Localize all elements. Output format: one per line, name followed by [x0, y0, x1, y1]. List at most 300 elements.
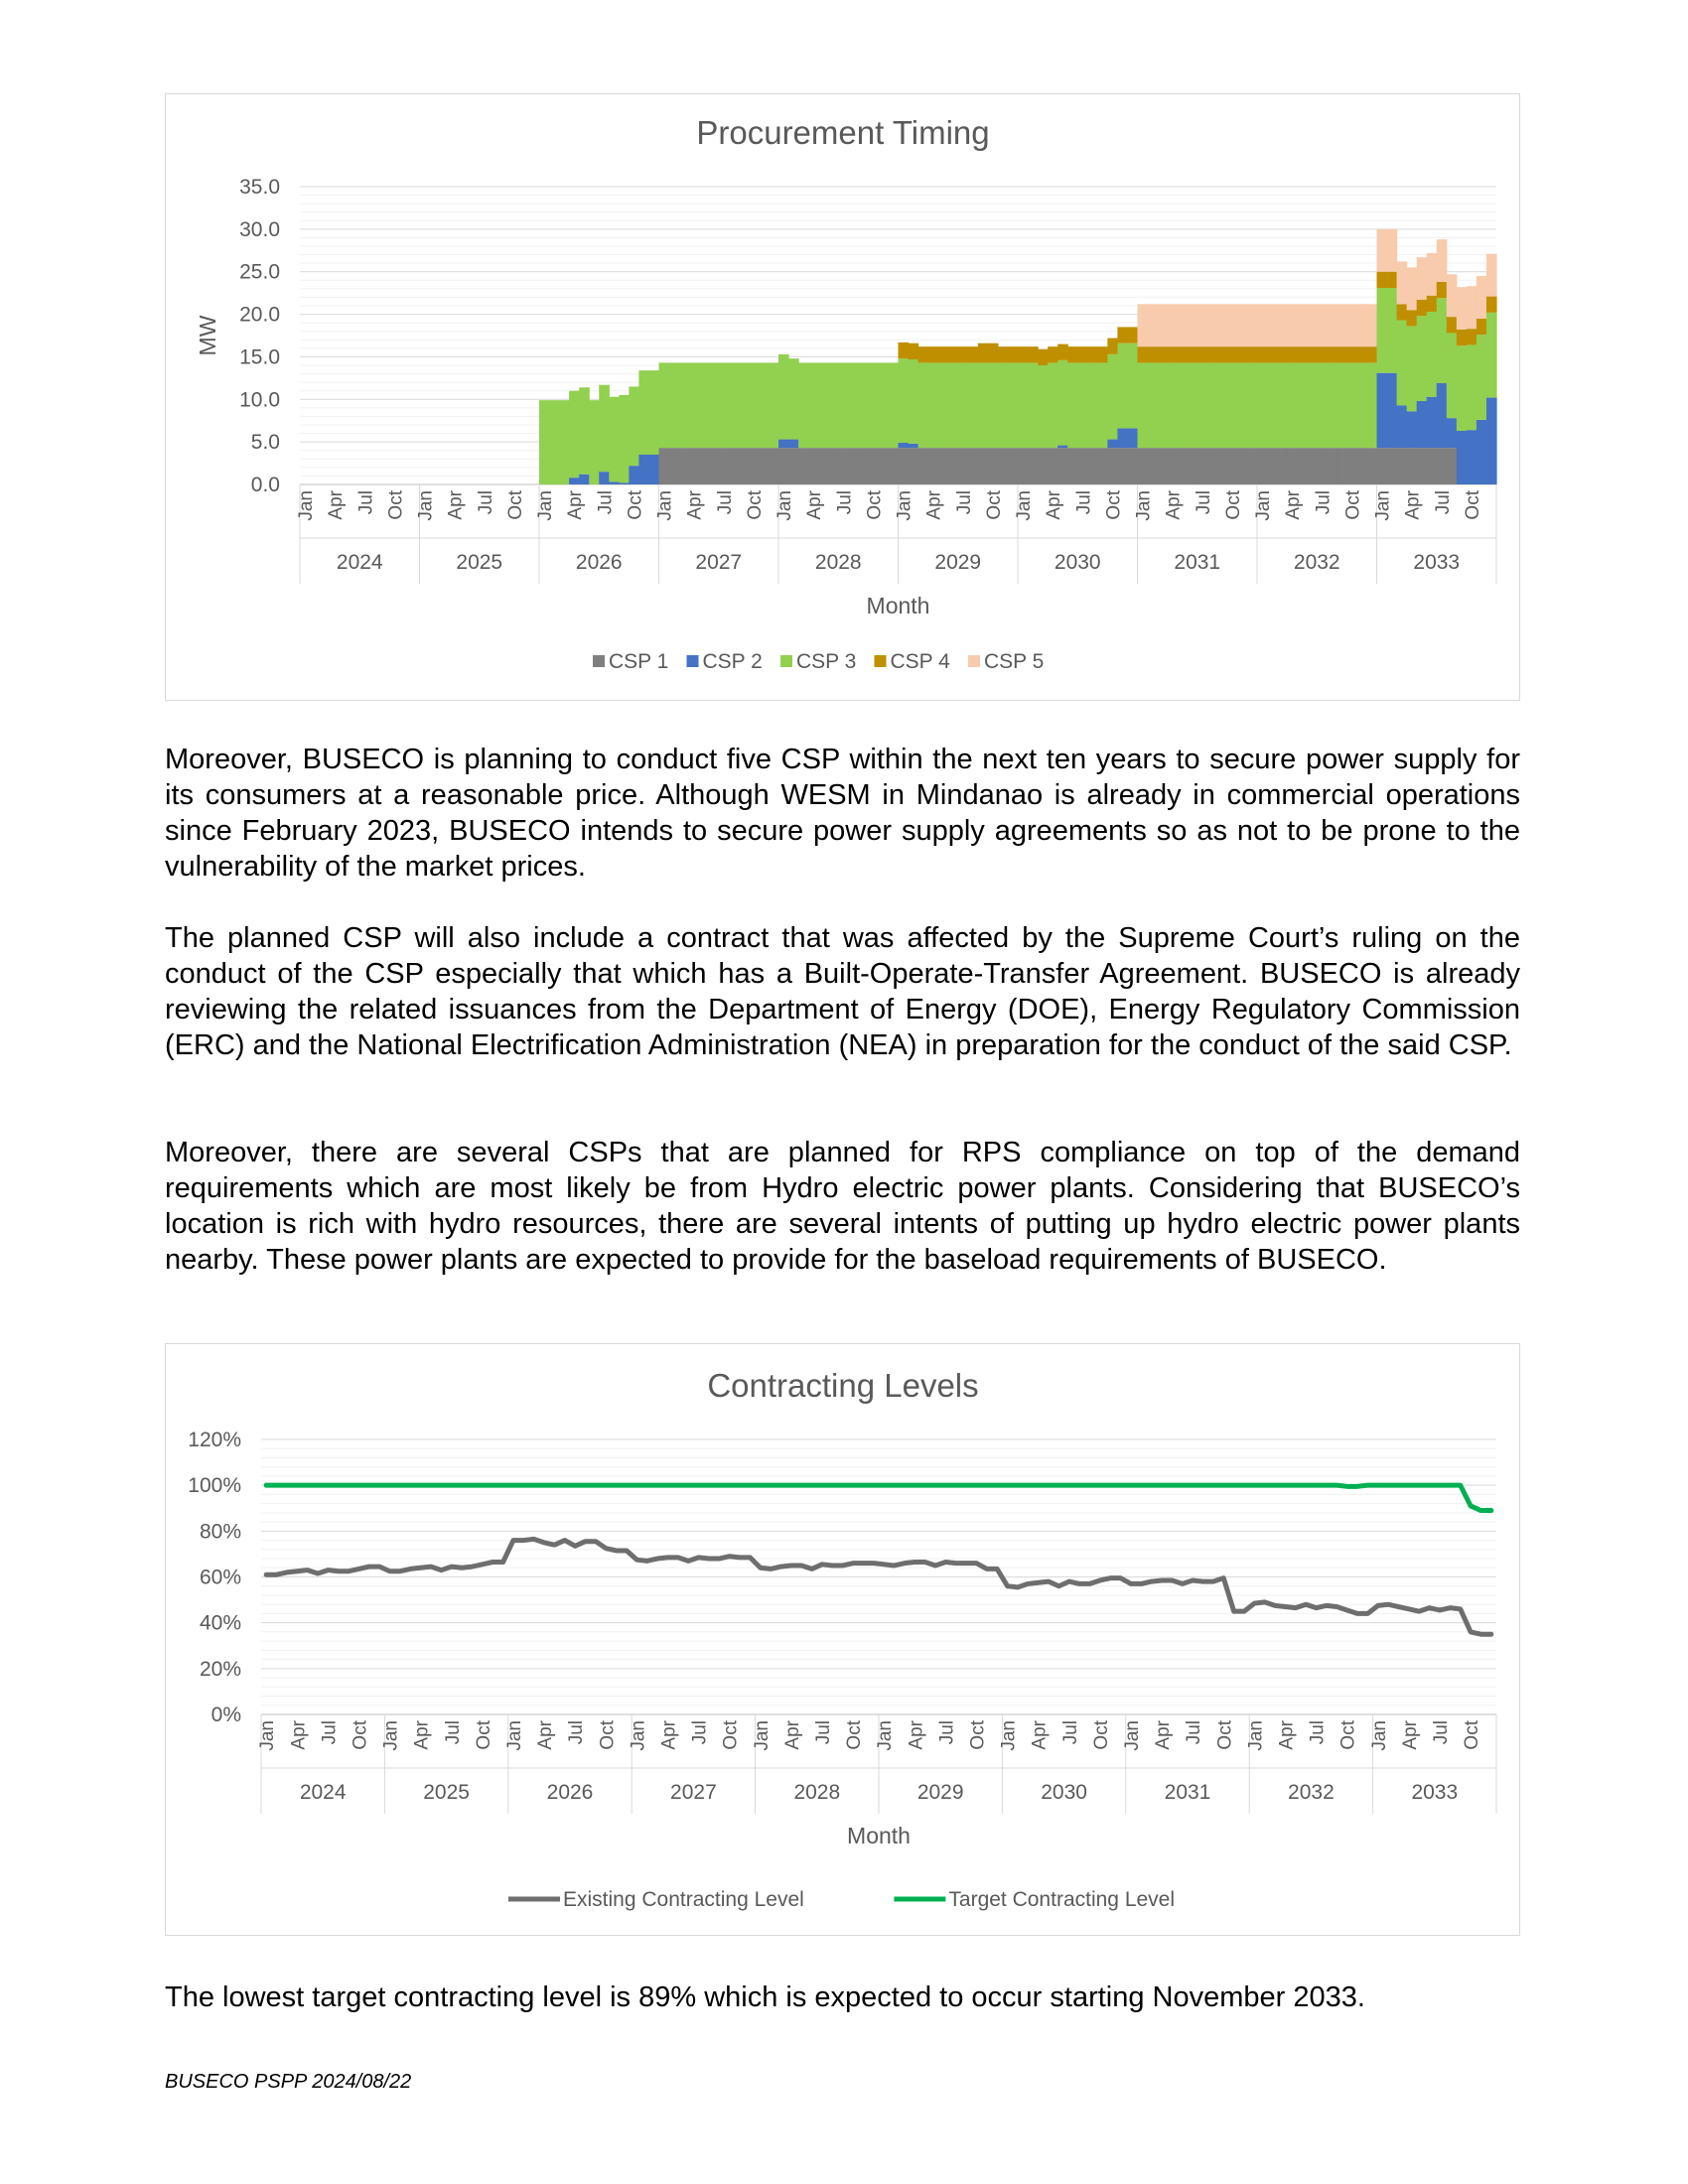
bar-segment-csp-4: [1188, 346, 1198, 362]
bar-segment-csp-4: [1168, 346, 1179, 362]
bar-segment-csp-4: [1217, 346, 1228, 362]
bar-segment-csp-5: [1427, 253, 1438, 296]
x-axis-title: Month: [847, 1823, 911, 1848]
bar-segment-csp-5: [1397, 261, 1408, 304]
contracting-levels-svg: [166, 1344, 1521, 1937]
bar-segment-csp-1: [868, 448, 879, 484]
bar-segment-csp-4: [928, 346, 939, 362]
bar-segment-csp-1: [709, 448, 720, 484]
year-label: 2033: [1411, 1781, 1459, 1804]
month-tick-label: Apr: [906, 1720, 927, 1750]
bar-segment-csp-5: [1477, 276, 1487, 319]
year-label: 2024: [336, 551, 383, 574]
bar-segment-csp-1: [988, 448, 999, 484]
bar-segment-csp-4: [1038, 349, 1049, 365]
year-label: 2028: [793, 1781, 841, 1804]
bar-segment-csp-2: [1057, 446, 1068, 449]
bar-segment-csp-2: [629, 466, 639, 484]
bar-segment-csp-3: [1297, 362, 1308, 448]
bar-segment-csp-5: [1467, 286, 1477, 329]
bar-segment-csp-1: [1158, 448, 1169, 484]
bar-segment-csp-1: [1346, 448, 1357, 484]
year-label: 2025: [423, 1781, 470, 1804]
bar-segment-csp-1: [838, 448, 849, 484]
bar-segment-csp-4: [1427, 296, 1438, 312]
bar-segment-csp-4: [1207, 346, 1218, 362]
bar-segment-csp-1: [1377, 448, 1388, 484]
bar-segment-csp-4: [1356, 346, 1367, 362]
month-tick-label: Jul: [1432, 490, 1454, 515]
bar-segment-csp-2: [1127, 428, 1138, 448]
year-label: 2030: [1041, 1781, 1087, 1804]
bar-segment-csp-1: [1366, 448, 1377, 484]
bar-segment-csp-5: [1138, 304, 1149, 346]
month-tick-label: Jul: [1313, 490, 1335, 515]
month-tick-label: Jan: [894, 490, 915, 521]
chart-title: Procurement Timing: [696, 114, 990, 151]
bar-segment-csp-3: [938, 362, 949, 448]
y-tick-label: 100%: [188, 1474, 241, 1498]
bar-segment-csp-3: [1486, 313, 1497, 398]
bar-segment-csp-1: [659, 448, 670, 484]
bar-segment-csp-1: [968, 448, 979, 484]
bar-segment-csp-4: [1307, 346, 1318, 362]
paragraph-lowest-target: The lowest target contracting level is 89% which is expected to occur starting November 2033.: [165, 1981, 1365, 2013]
bar-segment-csp-3: [828, 362, 839, 448]
month-tick-label: Apr: [1029, 1720, 1051, 1750]
bar-segment-csp-5: [1407, 267, 1418, 310]
month-tick-label: Jan: [535, 490, 557, 521]
bar-segment-csp-3: [1188, 362, 1198, 448]
bar-segment-csp-4: [938, 346, 949, 362]
bar-segment-csp-3: [1437, 298, 1448, 383]
bar-segment-csp-1: [878, 448, 889, 484]
bar-segment-csp-4: [1178, 346, 1189, 362]
bar-segment-csp-2: [638, 455, 649, 484]
bar-segment-csp-5: [1327, 304, 1337, 346]
month-tick-label: Apr: [923, 490, 945, 520]
bar-segment-csp-1: [1257, 448, 1268, 484]
bar-segment-csp-4: [1077, 346, 1088, 362]
bar-segment-csp-4: [1148, 346, 1159, 362]
bar-segment-csp-2: [778, 440, 789, 449]
month-tick-label: Apr: [1153, 1720, 1175, 1750]
bar-segment-csp-3: [1277, 362, 1288, 448]
month-tick-label: Jan: [654, 490, 676, 521]
bar-segment-csp-1: [719, 448, 730, 484]
bar-segment-csp-1: [1107, 448, 1118, 484]
month-tick-label: Jan: [1372, 490, 1394, 521]
month-tick-label: Apr: [684, 490, 706, 520]
bar-segment-csp-5: [1317, 304, 1328, 346]
bar-segment-csp-5: [1377, 229, 1388, 272]
x-axis-title: Month: [866, 593, 930, 618]
bar-segment-csp-4: [1336, 346, 1347, 362]
month-tick-label: Oct: [720, 1720, 742, 1750]
bar-segment-csp-4: [1227, 346, 1238, 362]
month-tick-label: Oct: [1462, 490, 1483, 520]
y-tick-label: 10.0: [239, 388, 280, 412]
bar-segment-csp-4: [968, 346, 979, 362]
bar-segment-csp-1: [1148, 448, 1159, 484]
bar-segment-csp-1: [1097, 448, 1108, 484]
bar-segment-csp-1: [1237, 448, 1248, 484]
bar-segment-csp-3: [1168, 362, 1179, 448]
month-tick-label: Oct: [350, 1720, 371, 1750]
series-line-target-contracting-level: [266, 1485, 1491, 1510]
bar-segment-csp-4: [1087, 346, 1098, 362]
bar-segment-csp-2: [1377, 373, 1388, 448]
bar-segment-csp-3: [1307, 362, 1318, 448]
month-tick-label: Apr: [535, 1720, 557, 1750]
legend-label: CSP 2: [702, 650, 763, 673]
bar-segment-csp-4: [1317, 346, 1328, 362]
bar-segment-csp-1: [1138, 448, 1149, 484]
month-tick-label: Jan: [1253, 490, 1275, 521]
month-tick-label: Oct: [1103, 490, 1125, 520]
bar-segment-csp-1: [1168, 448, 1179, 484]
bar-segment-csp-5: [1237, 304, 1248, 346]
month-tick-label: Oct: [1214, 1720, 1236, 1750]
bar-segment-csp-3: [1127, 343, 1138, 429]
bar-segment-csp-1: [1217, 448, 1228, 484]
bar-segment-csp-1: [729, 448, 740, 484]
month-tick-label: Jul: [1307, 1720, 1329, 1745]
bar-segment-csp-4: [948, 346, 959, 362]
month-tick-label: Jul: [566, 1720, 588, 1745]
paragraph-supreme-court-ruling: The planned CSP will also include a contract that was affected by the Supreme Court’s ruling on the conduct of the CSP especially that which has a Built-Operate-Transfer Agreement. BUSECO is already reviewing the related issuances from the Department of Energy (DOE), Energy Regulatory Commission (ERC) and the National Electrification Administration (NEA) in preparation for the conduct of the said CSP.: [165, 922, 1520, 1061]
month-tick-label: Oct: [473, 1720, 494, 1750]
bar-segment-csp-2: [1117, 428, 1128, 448]
bar-segment-csp-1: [669, 448, 680, 484]
bar-segment-csp-4: [1008, 346, 1019, 362]
bar-segment-csp-3: [1008, 362, 1019, 448]
bar-segment-csp-1: [788, 448, 799, 484]
month-tick-label: Oct: [625, 490, 646, 520]
bar-segment-csp-1: [1277, 448, 1288, 484]
month-tick-label: Jul: [1193, 490, 1214, 515]
bar-segment-csp-1: [1407, 448, 1418, 484]
bar-segment-csp-3: [1077, 362, 1088, 448]
month-tick-label: Jul: [1059, 1720, 1081, 1745]
bar-segment-csp-4: [1117, 327, 1128, 342]
bar-segment-csp-1: [1437, 448, 1448, 484]
bar-segment-csp-3: [638, 370, 649, 455]
bar-segment-csp-3: [909, 359, 919, 444]
bar-segment-csp-3: [609, 397, 620, 482]
bar-segment-csp-3: [648, 370, 659, 455]
bar-segment-csp-3: [1117, 343, 1128, 429]
bar-segment-csp-5: [1257, 304, 1268, 346]
bar-segment-csp-1: [769, 448, 779, 484]
bar-segment-csp-3: [669, 362, 680, 448]
bar-segment-csp-5: [1287, 304, 1298, 346]
year-label: 2033: [1413, 551, 1461, 574]
month-tick-label: Jan: [1245, 1720, 1267, 1751]
bar-segment-csp-5: [1437, 239, 1448, 282]
bar-segment-csp-3: [848, 362, 859, 448]
bar-segment-csp-1: [958, 448, 969, 484]
bar-segment-csp-3: [1257, 362, 1268, 448]
bar-segment-csp-5: [1247, 304, 1258, 346]
year-label: 2030: [1054, 551, 1101, 574]
month-tick-label: Oct: [744, 490, 766, 520]
bar-segment-csp-4: [1158, 346, 1169, 362]
bar-segment-csp-5: [1267, 304, 1278, 346]
y-axis-title: MW: [195, 315, 220, 356]
bar-segment-csp-5: [1346, 304, 1357, 346]
bar-segment-csp-3: [1138, 362, 1149, 448]
month-tick-label: Apr: [1402, 490, 1424, 520]
month-tick-label: Oct: [385, 490, 407, 520]
bar-segment-csp-4: [918, 346, 929, 362]
bar-segment-csp-3: [1327, 362, 1337, 448]
bar-segment-csp-3: [778, 354, 789, 440]
bar-segment-csp-4: [1018, 346, 1029, 362]
y-tick-label: 20.0: [239, 303, 280, 327]
month-tick-label: Apr: [1044, 490, 1065, 520]
year-label: 2025: [456, 551, 503, 574]
bar-segment-csp-3: [1097, 362, 1108, 448]
month-tick-label: Jul: [1430, 1720, 1452, 1745]
bar-segment-csp-4: [1267, 346, 1278, 362]
bar-segment-csp-3: [808, 362, 819, 448]
bar-segment-csp-4: [899, 342, 910, 358]
month-tick-label: Oct: [504, 490, 526, 520]
y-tick-label: 0%: [211, 1704, 241, 1726]
month-tick-label: Apr: [445, 490, 467, 520]
bar-segment-csp-3: [1057, 360, 1068, 446]
bar-segment-csp-2: [1387, 373, 1398, 448]
bar-segment-csp-3: [1178, 362, 1189, 448]
bar-segment-csp-2: [1107, 440, 1118, 449]
bar-segment-csp-2: [1457, 431, 1468, 484]
legend-swatch: [968, 655, 980, 667]
month-tick-label: Jan: [257, 1720, 279, 1751]
bar-segment-csp-3: [998, 362, 1009, 448]
month-tick-label: Oct: [1462, 1720, 1483, 1750]
bar-segment-csp-2: [899, 443, 910, 448]
bar-segment-csp-4: [1127, 327, 1138, 342]
bar-segment-csp-4: [1067, 346, 1078, 362]
bar-segment-csp-4: [909, 343, 919, 359]
bar-segment-csp-3: [1387, 288, 1398, 373]
month-tick-label: Oct: [1342, 490, 1364, 520]
bar-segment-csp-4: [1097, 346, 1108, 362]
bar-segment-csp-3: [1407, 327, 1418, 412]
bar-segment-csp-2: [619, 482, 630, 484]
bar-segment-csp-1: [1008, 448, 1019, 484]
month-tick-label: Oct: [844, 1720, 866, 1750]
bar-segment-csp-1: [828, 448, 839, 484]
bar-segment-csp-1: [978, 448, 989, 484]
bar-segment-csp-1: [1028, 448, 1039, 484]
bar-segment-csp-3: [599, 385, 610, 472]
bar-segment-csp-1: [798, 448, 809, 484]
bar-segment-csp-4: [1197, 346, 1208, 362]
bar-segment-csp-3: [1317, 362, 1328, 448]
bar-segment-csp-5: [1197, 304, 1208, 346]
month-tick-label: Apr: [658, 1720, 680, 1750]
bar-segment-csp-2: [1467, 430, 1477, 484]
bar-segment-csp-3: [1467, 344, 1477, 430]
bar-segment-csp-1: [1018, 448, 1029, 484]
bar-segment-csp-4: [1437, 282, 1448, 298]
y-tick-label: 20%: [199, 1657, 241, 1681]
bar-segment-csp-3: [1028, 362, 1039, 448]
legend-label: Existing Contracting Level: [563, 1888, 804, 1911]
bar-segment-csp-1: [1117, 448, 1128, 484]
procurement-timing-svg: [166, 94, 1521, 702]
bar-segment-csp-3: [878, 362, 889, 448]
bar-segment-csp-3: [928, 362, 939, 448]
legend-label: CSP 4: [890, 650, 950, 673]
month-tick-label: Jan: [1014, 490, 1036, 521]
month-tick-label: Jul: [595, 490, 617, 515]
bar-segment-csp-1: [759, 448, 770, 484]
month-tick-label: Jan: [628, 1720, 649, 1751]
bar-segment-csp-3: [948, 362, 959, 448]
bar-segment-csp-5: [1387, 229, 1398, 272]
contracting-levels-chart: [165, 1343, 1520, 1936]
bar-segment-csp-1: [1207, 448, 1218, 484]
bar-segment-csp-3: [1336, 362, 1347, 448]
bar-segment-csp-4: [1397, 304, 1408, 320]
year-label: 2028: [814, 551, 862, 574]
bar-segment-csp-3: [1048, 362, 1058, 448]
bar-segment-csp-4: [1467, 329, 1477, 344]
bar-segment-csp-3: [739, 362, 750, 448]
month-tick-label: Jul: [355, 490, 377, 515]
bar-segment-csp-3: [1207, 362, 1218, 448]
month-tick-label: Jan: [1121, 1720, 1143, 1751]
year-label: 2031: [1164, 1781, 1211, 1804]
bar-segment-csp-4: [1457, 330, 1468, 345]
month-tick-label: Apr: [1276, 1720, 1298, 1750]
bar-segment-csp-3: [769, 362, 779, 448]
bar-segment-csp-3: [1477, 335, 1487, 420]
bar-segment-csp-5: [1336, 304, 1347, 346]
bar-segment-csp-4: [1387, 272, 1398, 288]
month-tick-label: Jul: [475, 490, 496, 515]
bar-segment-csp-3: [1148, 362, 1159, 448]
month-tick-label: Jan: [415, 490, 437, 521]
month-tick-label: Jul: [442, 1720, 464, 1745]
bar-segment-csp-3: [689, 362, 700, 448]
bar-segment-csp-3: [1417, 316, 1428, 401]
bar-segment-csp-1: [899, 448, 910, 484]
legend-label: Target Contracting Level: [948, 1888, 1176, 1911]
bar-segment-csp-3: [958, 362, 969, 448]
month-tick-label: Apr: [781, 1720, 803, 1750]
bar-segment-csp-3: [1158, 362, 1169, 448]
bar-segment-csp-3: [858, 362, 869, 448]
bar-segment-csp-2: [788, 440, 799, 449]
month-tick-label: Jan: [1133, 490, 1155, 521]
bar-segment-csp-4: [978, 343, 989, 363]
bar-segment-csp-3: [619, 395, 630, 482]
bar-segment-csp-5: [1217, 304, 1228, 346]
bar-segment-csp-2: [609, 481, 620, 484]
bar-segment-csp-4: [1028, 346, 1039, 362]
bar-segment-csp-3: [899, 358, 910, 443]
bar-segment-csp-1: [1317, 448, 1328, 484]
bar-segment-csp-5: [1207, 304, 1218, 346]
bar-segment-csp-1: [1077, 448, 1088, 484]
bar-segment-csp-4: [1417, 300, 1428, 316]
bar-segment-csp-3: [659, 362, 670, 448]
y-tick-label: 40%: [199, 1611, 241, 1635]
series-line-existing-contracting-level: [266, 1539, 1491, 1634]
legend-label: CSP 1: [609, 650, 669, 673]
month-tick-label: Jan: [1368, 1720, 1390, 1751]
bar-segment-csp-3: [838, 362, 849, 448]
bar-segment-csp-5: [1277, 304, 1288, 346]
bar-segment-csp-3: [978, 362, 989, 448]
bar-segment-csp-5: [1148, 304, 1159, 346]
bar-segment-csp-1: [699, 448, 710, 484]
bar-segment-csp-3: [1397, 321, 1408, 406]
bar-segment-csp-4: [1327, 346, 1337, 362]
year-label: 2029: [916, 1781, 964, 1804]
month-tick-label: Jul: [936, 1720, 958, 1745]
chart-title: Contracting Levels: [707, 1367, 979, 1404]
month-tick-label: Apr: [411, 1720, 433, 1750]
bar-segment-csp-1: [1038, 448, 1049, 484]
bar-segment-csp-3: [749, 362, 760, 448]
month-tick-label: Apr: [565, 490, 587, 520]
month-tick-label: Oct: [983, 490, 1005, 520]
bar-segment-csp-3: [539, 400, 550, 484]
bar-segment-csp-5: [1417, 257, 1428, 300]
bar-segment-csp-1: [1057, 448, 1068, 484]
bar-segment-csp-1: [1417, 448, 1428, 484]
bar-segment-csp-3: [759, 362, 770, 448]
bar-segment-csp-3: [1018, 362, 1029, 448]
bar-segment-csp-1: [888, 448, 899, 484]
legend-label: CSP 3: [796, 650, 857, 673]
bar-segment-csp-3: [1237, 362, 1248, 448]
year-label: 2027: [695, 551, 743, 574]
bar-segment-csp-3: [1287, 362, 1298, 448]
bar-segment-csp-1: [858, 448, 869, 484]
bar-segment-csp-4: [1048, 346, 1058, 362]
bar-segment-csp-1: [1397, 448, 1408, 484]
month-tick-label: Jul: [812, 1720, 834, 1745]
month-tick-label: Jan: [380, 1720, 402, 1751]
bar-segment-csp-4: [1247, 346, 1258, 362]
month-tick-label: Jul: [834, 490, 856, 515]
month-tick-label: Oct: [1222, 490, 1244, 520]
bar-segment-csp-2: [579, 475, 590, 484]
bar-segment-csp-1: [918, 448, 929, 484]
bar-segment-csp-3: [579, 387, 590, 474]
bar-segment-csp-1: [1287, 448, 1298, 484]
bar-segment-csp-1: [1227, 448, 1238, 484]
month-tick-label: Jul: [1184, 1720, 1205, 1745]
month-tick-label: Jul: [319, 1720, 341, 1745]
y-tick-label: 30.0: [239, 217, 280, 241]
month-tick-label: Oct: [1337, 1720, 1359, 1750]
bar-segment-csp-3: [559, 400, 570, 484]
bar-segment-csp-1: [1197, 448, 1208, 484]
bar-segment-csp-1: [808, 448, 819, 484]
bar-segment-csp-1: [1387, 448, 1398, 484]
bar-segment-csp-1: [689, 448, 700, 484]
bar-segment-csp-1: [1087, 448, 1098, 484]
bar-segment-csp-4: [1237, 346, 1248, 362]
bar-segment-csp-3: [729, 362, 740, 448]
